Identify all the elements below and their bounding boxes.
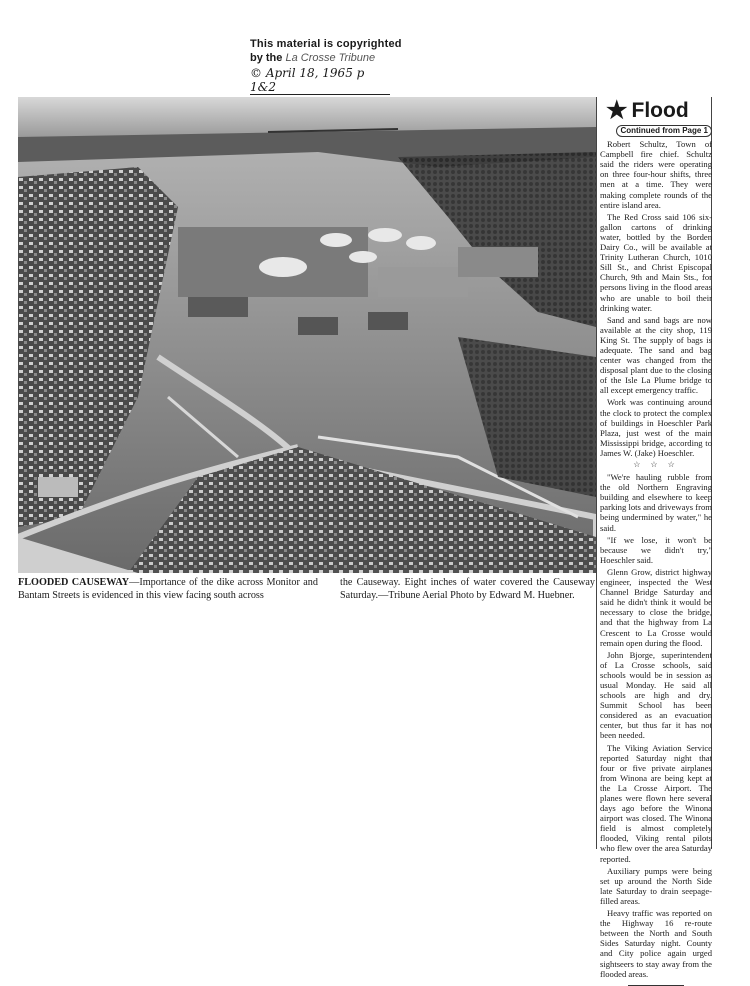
paragraph: John Bjorge, superintendent of La Crosse schools, said schools would be in session as usual Monday. He said all schools are high and dry. Summit School has been considered as an evacuation center, but thus far it has not been needed. [600, 649, 712, 741]
handwritten-date: © April 18, 1965 p 1&2 [250, 66, 390, 95]
article-column [600, 97, 712, 979]
newspaper-name: La Crosse Tribune [285, 52, 376, 64]
caption-text-1: —Importance of the dike across Monitor and Bantam Streets is evidenced in this view facing south across [18, 577, 318, 601]
copyright-source [250, 51, 420, 65]
paragraph: The Red Cross said 106 six-gallon cartons of drinking water, bottled by the Borden Dairy Co., will be available at Trinity Lutheran Church, 1010 Sill St., and Christ Episcopal Church, 9th and Main Sts., for persons living in the flood areas who are unable to boil their drinking water. [600, 211, 712, 313]
photo-caption-part2: the Causeway. Eight inches of water covered the Causeway Saturday.—Tribune Aerial Photo by Edward M. Huebner. [340, 577, 595, 601]
paragraph: "If we lose, it won't be because we didn't try," Hoeschler said. [600, 534, 712, 565]
paragraph: Work was continuing around the clock to protect the complex of buildings in Hoeschler Park Plaza, just west of the main Mississippi bridge, according to James W. (Jake) Hoeschler. [600, 397, 712, 458]
aerial-flood-photo [18, 97, 596, 573]
paragraph: Glenn Grow, district highway engineer, inspected the West Channel Bridge Saturday and said he didn't think it would be necessary to close the bridge, and that the highway from La Crescent to La Crosse would remain open during the flood. [600, 566, 712, 648]
paragraph: Robert Schultz, Town of Campbell fire chief. Schultz said the riders were operating on three four-hour shifts, three men at a time. They were making complete rounds of the entire island area. [600, 139, 712, 210]
caption-lead: FLOODED CAUSEWAY [18, 577, 130, 588]
paragraph: Heavy traffic was reported on the Highway 16 re-route between the North and South Sides Saturday night. County and City police again urged sightseers to stay away from the flooded areas. [600, 908, 712, 979]
continued-label: Continued from Page 1 [616, 125, 712, 137]
star-icon: ★ [606, 97, 628, 124]
copyright-line: This material is copyrighted [250, 38, 402, 50]
aerial-photo-illustration [18, 97, 596, 573]
article-headline [606, 99, 712, 123]
paragraph: Auxiliary pumps were being set up around the North Side late Saturday to drain seepage-filled areas. [600, 865, 712, 906]
section-divider: ☆ ☆ ☆ [633, 460, 679, 469]
paragraph: The Viking Aviation Service reported Saturday night that four or five private airplanes from Winona are being kept at the La Crosse Airport. The planes were flown here several days ago before the Winona airport was closed. The Winona field is almost completely flooded, Viking rental pilots who flew over the area Saturday reported. [600, 742, 712, 864]
headline-text: Flood [631, 99, 689, 122]
copyright-by: by the [250, 52, 283, 64]
copyright-stamp [250, 37, 420, 95]
paragraph: Sand and sand bags are now available at the city shop, 119 King St. The supply of bags is adequate. The sand and bag center was changed from the disposal plant due to the closing of the Isle La Plume bridge to all except emergency traffic. [600, 314, 712, 396]
paragraph: "We're hauling rubble from the old Northern Engraving building and elsewhere to keep parking lots and driveways from being undermined by water," he said. [600, 472, 712, 533]
column-rule-left [596, 97, 597, 849]
photo-caption-part1 [18, 577, 318, 602]
